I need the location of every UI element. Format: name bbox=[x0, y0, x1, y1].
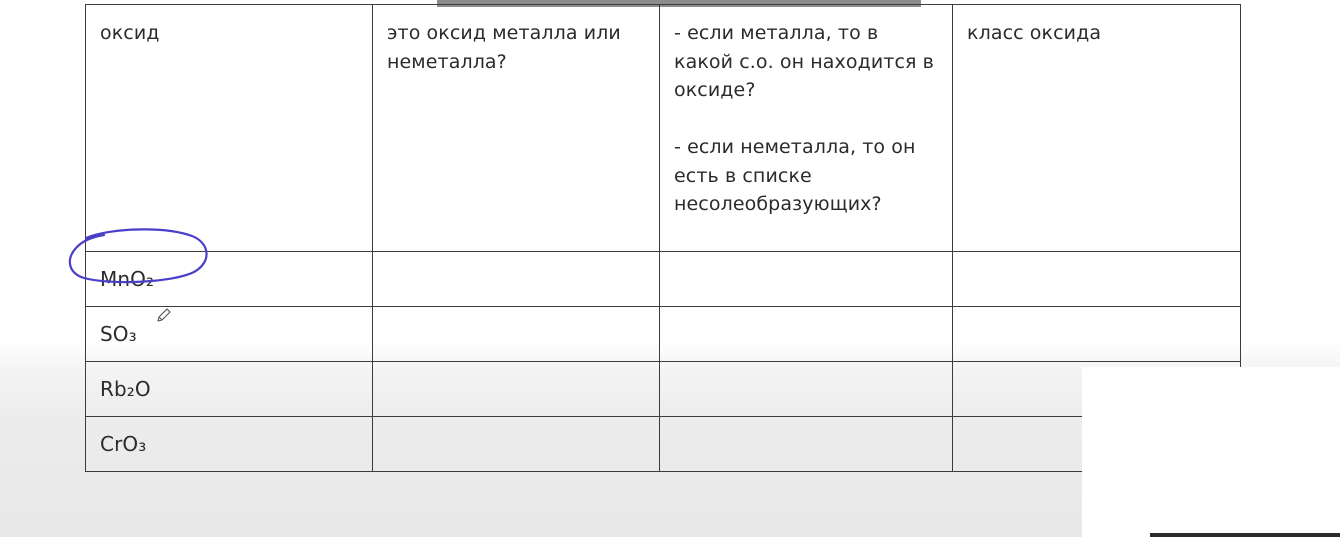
header-metal-condition: - если металла, то в какой с.о. он находится в оксиде? bbox=[674, 22, 934, 101]
header-cell-oxide bbox=[86, 5, 373, 252]
formula-so3: SO₃ bbox=[100, 322, 137, 346]
pencil-icon bbox=[155, 306, 173, 324]
answer-cell[interactable] bbox=[953, 307, 1241, 362]
bottom-dark-strip bbox=[1150, 533, 1340, 537]
table-row bbox=[86, 307, 1241, 362]
table-row bbox=[86, 252, 1241, 307]
formula-cell bbox=[86, 252, 373, 307]
formula-cell bbox=[86, 362, 373, 417]
header-cell-conditions bbox=[660, 5, 953, 252]
answer-cell[interactable] bbox=[373, 362, 660, 417]
header-class-label: класс оксида bbox=[967, 22, 1102, 44]
white-overlay-panel bbox=[1082, 367, 1340, 537]
answer-cell[interactable] bbox=[660, 307, 953, 362]
answer-cell[interactable] bbox=[373, 252, 660, 307]
answer-cell[interactable] bbox=[660, 252, 953, 307]
formula-rb2o: Rb₂O bbox=[100, 377, 151, 401]
header-oxide-label: оксид bbox=[100, 22, 160, 44]
formula-cro3: CrO₃ bbox=[100, 432, 147, 456]
formula-cell bbox=[86, 307, 373, 362]
answer-cell[interactable] bbox=[660, 417, 953, 472]
answer-cell[interactable] bbox=[953, 252, 1241, 307]
formula-mno2: MnO₂ bbox=[100, 267, 155, 291]
formula-cell bbox=[86, 417, 373, 472]
header-cell-oxide-class bbox=[953, 5, 1241, 252]
answer-cell[interactable] bbox=[373, 417, 660, 472]
table-row bbox=[86, 417, 1241, 472]
table-row bbox=[86, 362, 1241, 417]
answer-cell[interactable] bbox=[373, 307, 660, 362]
answer-cell[interactable] bbox=[660, 362, 953, 417]
oxide-table bbox=[85, 4, 1241, 472]
table-header-row bbox=[86, 5, 1241, 252]
header-nonmetal-condition: - если неметалла, то он есть в списке несолеобразующих? bbox=[674, 136, 916, 215]
header-cell-metal-or-nonmetal bbox=[373, 5, 660, 252]
header-metal-question: это оксид металла или неметалла? bbox=[387, 22, 621, 73]
